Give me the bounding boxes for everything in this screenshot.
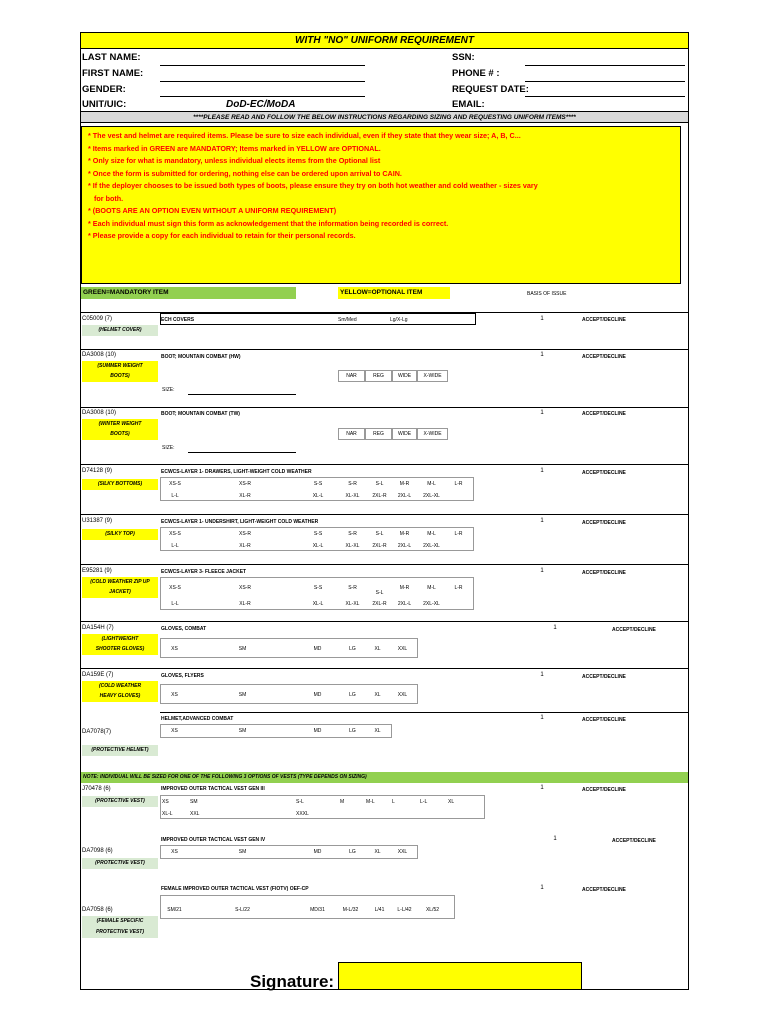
accept-decline[interactable]: ACCEPT/DECLINE: [582, 520, 626, 526]
size-option[interactable]: L-R: [454, 531, 463, 537]
unit-value: DoD-EC/MoDA: [226, 99, 296, 110]
gender-field[interactable]: [160, 96, 365, 97]
width-option[interactable]: X-WIDE: [417, 428, 448, 440]
size-option[interactable]: M: [340, 799, 345, 805]
ssn-label: SSN:: [452, 52, 475, 63]
item-name: BOOT; MOUNTAIN COMBAT (HW): [161, 354, 241, 360]
basis-of-issue-header: BASIS OF ISSUE: [527, 291, 567, 297]
size-option[interactable]: XXL: [190, 811, 200, 817]
size-option[interactable]: M-R: [399, 531, 410, 537]
item-description: (PROTECTIVE VEST): [82, 858, 158, 869]
item-description-line: (COLD WEATHER ZIP UP: [90, 579, 150, 585]
size-option[interactable]: XL: [374, 692, 381, 698]
item-name: IMPROVED OUTER TACTICAL VEST GEN III: [161, 786, 265, 792]
width-option[interactable]: WIDE: [392, 428, 417, 440]
size-option[interactable]: MD/31: [310, 907, 325, 913]
size-option[interactable]: 2XL-R: [372, 493, 387, 499]
size-option[interactable]: S-R: [348, 481, 357, 487]
size-option[interactable]: S-L: [375, 481, 384, 487]
instructions-bar: ****PLEASE READ AND FOLLOW THE BELOW INSTRUCTIONS REGARDING SIZING AND REQUESTING UNIFORM ITEMS****: [81, 111, 688, 123]
row-divider: [81, 564, 688, 565]
item-description: [82, 634, 158, 655]
item-description-line: SHOOTER GLOVES): [95, 646, 145, 652]
item-code: DA7078(7): [82, 729, 112, 735]
item-name: ECWCS-LAYER 1- DRAWERS, LIGHT-WEIGHT COLD WEATHER: [161, 469, 312, 475]
size-option[interactable]: MD: [313, 692, 322, 698]
size-grid: [160, 313, 476, 325]
accept-decline[interactable]: ACCEPT/DECLINE: [582, 317, 626, 323]
size-option[interactable]: M-R: [399, 585, 410, 591]
ssn-field[interactable]: [525, 65, 685, 66]
first-name-field[interactable]: [160, 81, 365, 82]
item-description-line: JACKET): [109, 589, 131, 595]
accept-decline[interactable]: ACCEPT/DECLINE: [582, 887, 626, 893]
size-option[interactable]: XL: [374, 849, 381, 855]
instruction-line: for both.: [88, 193, 124, 203]
size-option[interactable]: XL-XL: [345, 493, 360, 499]
first-name-label: FIRST NAME:: [82, 68, 144, 79]
item-name: FEMALE IMPROVED OUTER TACTICAL VEST (FIOTV) OEF-CP: [161, 886, 309, 892]
size-option[interactable]: SM/21: [167, 907, 182, 913]
size-option[interactable]: XXL: [397, 646, 408, 652]
size-option[interactable]: S-L/22: [235, 907, 250, 913]
size-option[interactable]: LG: [349, 728, 356, 734]
item-description-line: BOOTS): [110, 431, 130, 437]
item-code: DA7098 (6): [82, 848, 113, 854]
qty: 1: [540, 715, 544, 721]
instruction-line: * Each individual must sign this form as acknowledgement that the information being recorded is correct.: [88, 218, 449, 228]
size-option[interactable]: 2XL-R: [372, 543, 387, 549]
size-option[interactable]: L-L: [171, 543, 179, 549]
size-option[interactable]: XL/52: [425, 907, 440, 913]
qty: 1: [540, 316, 544, 322]
email-label: EMAIL:: [452, 99, 485, 110]
size-option[interactable]: XS: [171, 849, 178, 855]
size-option[interactable]: L-L: [171, 493, 179, 499]
size-option[interactable]: L-R: [454, 481, 463, 487]
item-description: [82, 916, 158, 938]
item-name: BOOT; MOUNTAIN COMBAT (TW): [161, 411, 240, 417]
accept-decline[interactable]: ACCEPT/DECLINE: [582, 470, 626, 476]
item-code: DA3008 (10): [82, 352, 117, 358]
size-option[interactable]: SM: [238, 646, 247, 652]
size-option[interactable]: Lg/X-Lg: [390, 317, 408, 323]
size-option[interactable]: SM: [238, 692, 247, 698]
size-option[interactable]: XL: [374, 728, 381, 734]
size-option[interactable]: S-R: [348, 585, 357, 591]
size-option[interactable]: 2XL-L: [397, 493, 412, 499]
size-option[interactable]: MD: [313, 728, 322, 734]
width-option[interactable]: NAR: [338, 370, 365, 382]
instructions-box: [81, 126, 681, 284]
item-code: DA159E (7): [82, 672, 114, 678]
size-option[interactable]: XS-S: [169, 481, 181, 487]
item-description: [82, 419, 158, 440]
size-option[interactable]: 2XL-XL: [423, 543, 440, 549]
size-option[interactable]: S-S: [313, 481, 323, 487]
item-name: GLOVES, COMBAT: [161, 626, 207, 632]
phone-label: PHONE # :: [452, 68, 500, 79]
item-name: ECH COVERS: [161, 317, 195, 323]
size-option[interactable]: SM: [190, 799, 198, 805]
size-option[interactable]: XS-R: [239, 585, 251, 591]
size-option[interactable]: S-L: [296, 799, 304, 805]
gender-label: GENDER:: [82, 84, 126, 95]
accept-decline[interactable]: ACCEPT/DECLINE: [582, 674, 626, 680]
item-name: ECWCS-LAYER 3- FLEECE JACKET: [161, 569, 247, 575]
item-code: D74128 (9): [82, 468, 113, 474]
size-option[interactable]: XS-S: [169, 585, 181, 591]
unit-label: UNIT/UIC:: [82, 99, 127, 110]
instruction-line: * (BOOTS ARE AN OPTION EVEN WITHOUT A UNIFORM REQUIREMENT): [88, 206, 337, 215]
size-option[interactable]: XS-R: [239, 481, 251, 487]
size-option[interactable]: XL-R: [239, 601, 251, 607]
size-option[interactable]: S-L: [375, 590, 384, 596]
size-option[interactable]: S-R: [348, 531, 357, 537]
instruction-line: * Please provide a copy for each individual to retain for their personal records.: [88, 231, 356, 240]
size-option[interactable]: L: [392, 799, 395, 805]
row-divider: [81, 668, 688, 669]
width-option[interactable]: WIDE: [392, 370, 417, 382]
size-option[interactable]: 2XL-R: [372, 601, 387, 607]
size-field[interactable]: [188, 394, 296, 395]
signature-label: Signature:: [250, 972, 335, 991]
size-option[interactable]: MD: [313, 849, 322, 855]
accept-decline[interactable]: ACCEPT/DECLINE: [582, 354, 626, 360]
size-option[interactable]: XXL: [397, 849, 408, 855]
size-option[interactable]: 2XL-XL: [423, 601, 440, 607]
size-option[interactable]: MD: [313, 646, 322, 652]
instruction-line: * Once the form is submitted for ordering, nothing else can be ordered upon arrival to CAIN.: [88, 168, 402, 178]
size-option[interactable]: XS-R: [239, 531, 251, 537]
size-option[interactable]: XS: [171, 728, 178, 734]
size-option[interactable]: XL-L: [312, 543, 324, 549]
instruction-line: * Items marked in GREEN are MANDATORY; Items marked in YELLOW are OPTIONAL.: [88, 143, 381, 153]
size-option[interactable]: XXXL: [296, 811, 309, 817]
row-divider: [81, 407, 688, 408]
item-description-line: (FEMALE SPECIFIC: [96, 918, 144, 924]
signature-field[interactable]: [338, 962, 582, 990]
item-code: J70478 (6): [82, 786, 111, 792]
instruction-line: * Only size for what is mandatory, unless individual elects items from the Optional list: [88, 156, 381, 165]
accept-decline[interactable]: ACCEPT/DECLINE: [612, 627, 656, 633]
item-description: (SILKY TOP): [82, 529, 158, 540]
accept-decline[interactable]: ACCEPT/DECLINE: [582, 787, 626, 793]
qty: 1: [540, 785, 544, 791]
size-field[interactable]: [188, 452, 296, 453]
item-description-line: (WINTER WEIGHT: [98, 421, 142, 427]
row-divider: [81, 621, 688, 622]
last-name-label: LAST NAME:: [82, 52, 141, 63]
size-option[interactable]: M-L: [427, 531, 436, 537]
size-option[interactable]: 2XL-XL: [423, 493, 440, 499]
item-code: E95281 (9): [82, 568, 112, 574]
size-option[interactable]: XL-L: [312, 601, 324, 607]
size-option[interactable]: SM: [238, 728, 247, 734]
qty: 1: [553, 836, 557, 842]
size-option[interactable]: 2XL-L: [397, 601, 412, 607]
size-option[interactable]: L/41: [374, 907, 385, 913]
vest-note: NOTE: INDIVIDUAL WILL BE SIZED FOR ONE OF THE FOLLOWING 3 OPTIONS OF VESTS (TYPE DEPENDS ON SIZING): [81, 772, 688, 783]
row-divider: [81, 514, 688, 515]
size-option[interactable]: XS: [162, 799, 169, 805]
size-option[interactable]: XS: [171, 692, 178, 698]
size-option[interactable]: XL: [448, 799, 455, 805]
row-divider: [81, 464, 688, 465]
item-description-line: PROTECTIVE VEST): [95, 929, 145, 935]
width-option[interactable]: NAR: [338, 428, 365, 440]
accept-decline[interactable]: ACCEPT/DECLINE: [612, 838, 656, 844]
item-description-line: (SUMMER WEIGHT: [97, 363, 143, 369]
item-description: [82, 681, 158, 702]
accept-decline[interactable]: ACCEPT/DECLINE: [582, 717, 626, 723]
size-option[interactable]: XL-R: [239, 493, 251, 499]
item-description: [82, 577, 158, 598]
size-option[interactable]: LG: [349, 849, 356, 855]
item-description-line: BOOTS): [110, 373, 130, 379]
item-description-line: (LIGHTWEIGHT: [101, 636, 139, 642]
qty: 1: [540, 672, 544, 678]
item-description: [82, 361, 158, 382]
size-option[interactable]: 2XL-L: [397, 543, 412, 549]
size-option[interactable]: XS: [171, 646, 178, 652]
phone-field[interactable]: [525, 81, 685, 82]
form-title: WITH "NO" UNIFORM REQUIREMENT: [81, 33, 688, 49]
size-option[interactable]: XXL: [397, 692, 408, 698]
legend-green: GREEN=MANDATORY ITEM: [81, 287, 296, 299]
item-description-line: HEAVY GLOVES): [99, 693, 141, 699]
item-code: DA154H (7): [82, 625, 114, 631]
size-option[interactable]: L-L/42: [397, 907, 412, 913]
size-option[interactable]: XL-L: [162, 811, 173, 817]
width-option[interactable]: REG: [365, 428, 392, 440]
size-label: SIZE:: [162, 445, 175, 451]
size-option[interactable]: LG: [349, 646, 356, 652]
qty: 1: [540, 468, 544, 474]
item-code: U31387 (9): [82, 518, 113, 524]
size-grid: [160, 795, 485, 819]
size-option[interactable]: M-L: [427, 585, 436, 591]
last-name-field[interactable]: [160, 65, 365, 66]
accept-decline[interactable]: ACCEPT/DECLINE: [582, 570, 626, 576]
size-option[interactable]: LG: [349, 692, 356, 698]
item-description: (HELMET COVER): [82, 325, 158, 336]
row-divider: [81, 349, 688, 350]
size-option[interactable]: M-L: [366, 799, 375, 805]
qty: 1: [540, 352, 544, 358]
size-option[interactable]: L-R: [454, 585, 463, 591]
size-option[interactable]: XS-S: [169, 531, 181, 537]
size-option[interactable]: S-S: [313, 585, 323, 591]
size-option[interactable]: M-L/32: [342, 907, 359, 913]
width-option[interactable]: X-WIDE: [417, 370, 448, 382]
item-description: (PROTECTIVE HELMET): [82, 745, 158, 756]
size-option[interactable]: Sm/Med: [338, 317, 357, 323]
size-option[interactable]: XL-L: [312, 493, 324, 499]
qty: 1: [553, 625, 557, 631]
size-option[interactable]: XL-XL: [345, 543, 360, 549]
qty: 1: [540, 518, 544, 524]
qty: 1: [540, 568, 544, 574]
size-option[interactable]: L-L: [171, 601, 179, 607]
size-option[interactable]: S-S: [313, 531, 323, 537]
instruction-line: * If the deployer chooses to be issued both types of boots, please ensure they try on both hot weather and cold weather - sizes vary: [88, 181, 538, 190]
instruction-line: * The vest and helmet are required items. Please be sure to size each individual, even if they state that they wear size; A, B, C...: [88, 131, 521, 140]
size-label: SIZE:: [162, 387, 175, 393]
item-code: DA7058 (6): [82, 907, 113, 913]
size-option[interactable]: SM: [238, 849, 247, 855]
item-code: C05009 (7): [82, 316, 113, 322]
size-option[interactable]: XL-XL: [345, 601, 360, 607]
size-option[interactable]: S-L: [375, 531, 384, 537]
item-name: ECWCS-LAYER 1- UNDERSHIRT, LIGHT-WEIGHT COLD WEATHER: [161, 519, 319, 525]
row-divider: [160, 712, 688, 713]
legend-yellow: YELLOW=OPTIONAL ITEM: [338, 287, 450, 299]
width-option[interactable]: REG: [365, 370, 392, 382]
item-description: (SILKY BOTTOMS): [82, 479, 158, 490]
accept-decline[interactable]: ACCEPT/DECLINE: [582, 411, 626, 417]
size-option[interactable]: XL: [374, 646, 381, 652]
item-name: GLOVES, FLYERS: [161, 673, 204, 679]
size-option[interactable]: M-L: [427, 481, 436, 487]
size-option[interactable]: L-L: [420, 799, 428, 805]
item-code: DA3008 (10): [82, 410, 117, 416]
size-option[interactable]: XL-R: [239, 543, 251, 549]
request-date-field[interactable]: [525, 96, 685, 97]
size-option[interactable]: M-R: [399, 481, 410, 487]
item-description: (PROTECTIVE VEST): [82, 796, 158, 807]
request-date-label: REQUEST DATE:: [452, 84, 529, 95]
item-description-line: (COLD WEATHER: [98, 683, 142, 689]
item-name: IMPROVED OUTER TACTICAL VEST GEN IV: [161, 837, 266, 843]
qty: 1: [540, 885, 544, 891]
item-name: HELMET,ADVANCED COMBAT: [161, 716, 234, 722]
qty: 1: [540, 410, 544, 416]
